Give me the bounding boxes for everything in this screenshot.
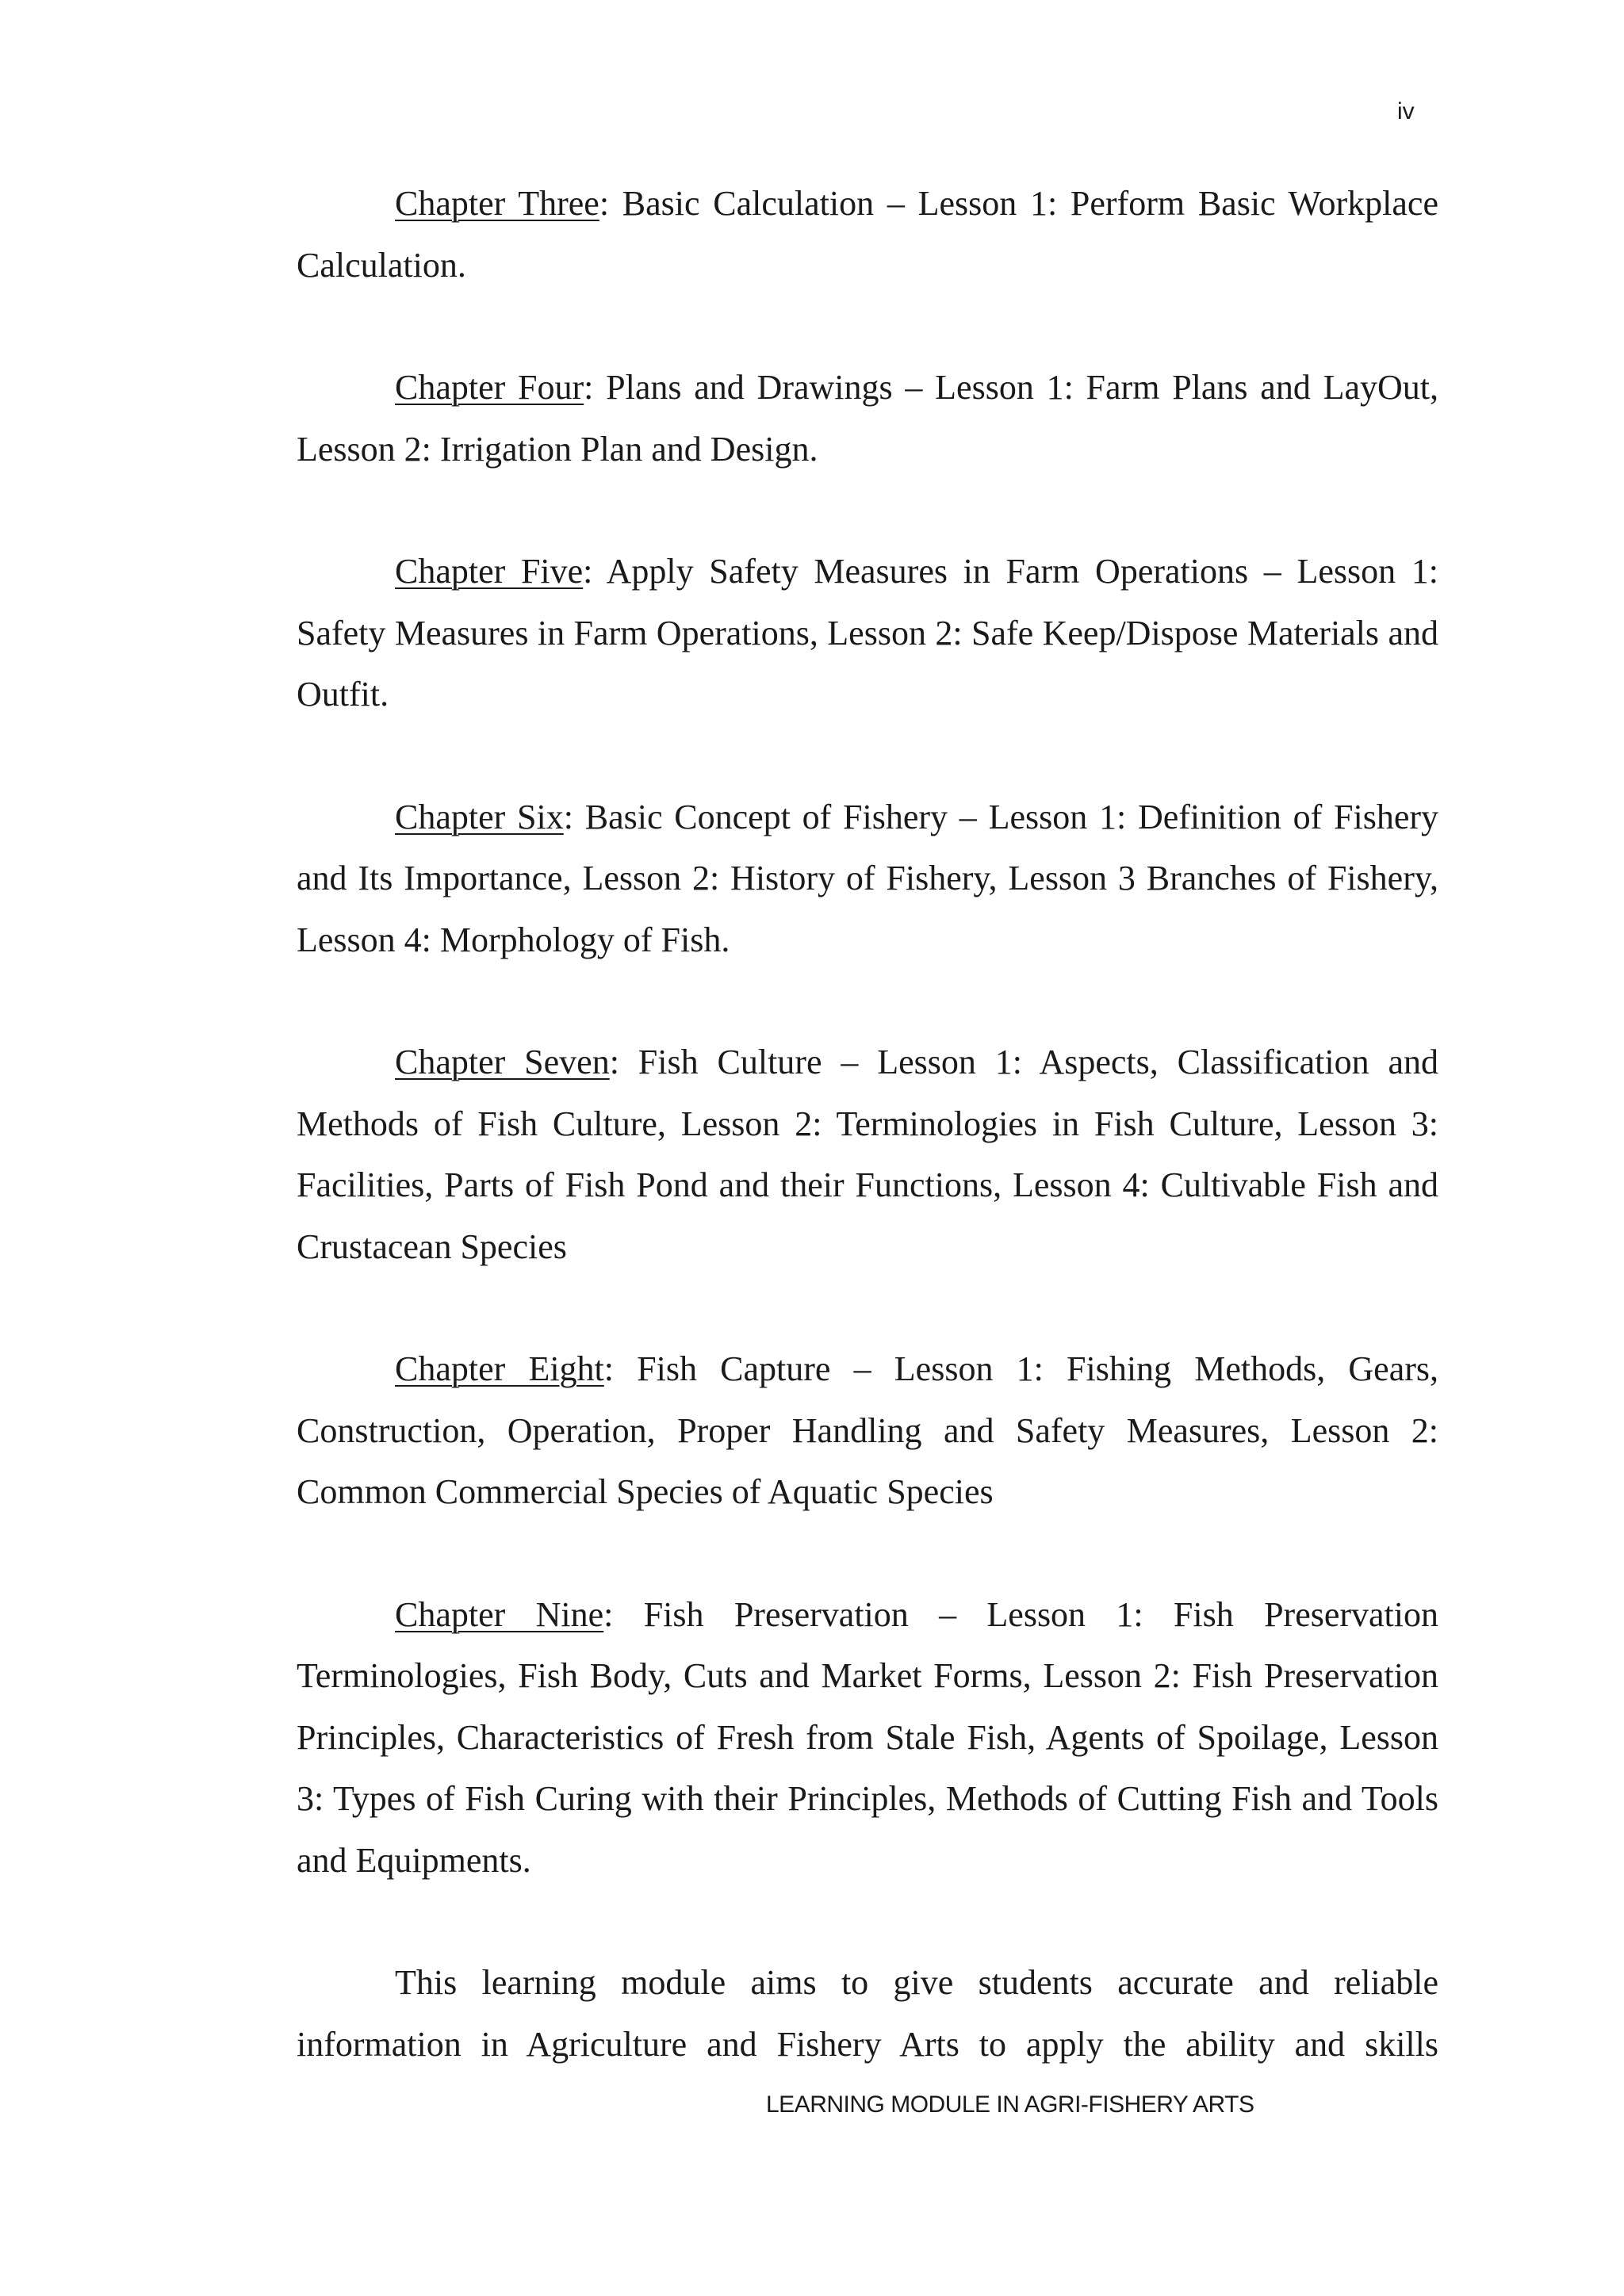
- chapter-eight-heading: Chapter Eight: [395, 1349, 604, 1388]
- running-footer: LEARNING MODULE IN AGRI-FISHERY ARTS: [766, 2091, 1254, 2118]
- page-number: iv: [1397, 98, 1415, 124]
- chapter-nine-text: : Fish Preservation – Lesson 1: Fish Preservation Terminologies, Fish Body, Cuts and Market Forms, Lesson 2: Fish Preservation Principles, Characteristics of Fresh from Stale Fish, Agents of Spoilage, Lesson 3: Types of Fish Curing with their Principles, Methods of Cutting Fish and Tools and Equipments.: [297, 1594, 1439, 1880]
- chapter-seven-heading: Chapter Seven: [395, 1043, 610, 1081]
- chapter-four-heading: Chapter Four: [395, 368, 584, 407]
- chapter-five-paragraph: [297, 541, 1438, 725]
- chapter-three-paragraph: [297, 173, 1438, 296]
- closing-paragraph: [297, 1952, 1438, 2075]
- body-text: [297, 173, 1438, 2075]
- chapter-nine-heading: Chapter Nine: [395, 1594, 604, 1634]
- chapter-six-text: : Basic Concept of Fishery – Lesson 1: Definition of Fishery and Its Importance, Lesson 2: History of Fishery, Lesson 3 Branches of Fishery, Lesson 4: Morphology of Fish.: [297, 797, 1438, 959]
- chapter-six-paragraph: [297, 786, 1438, 971]
- chapter-three-text: : Basic Calculation – Lesson 1: Perform Basic Workplace Calculation.: [297, 184, 1438, 285]
- chapter-five-heading: Chapter Five: [395, 552, 584, 591]
- chapter-five-text: : Apply Safety Measures in Farm Operations – Lesson 1: Safety Measures in Farm Operations, Lesson 2: Safe Keep/Dispose Materials and Outfit.: [297, 552, 1438, 714]
- chapter-seven-text: : Fish Culture – Lesson 1: Aspects, Classification and Methods of Fish Culture, Lesson 2: Terminologies in Fish Culture, Lesson 3: Facilities, Parts of Fish Pond and their Functions, Lesson 4: Cultivable Fish and Crustacean Species: [297, 1043, 1439, 1266]
- chapter-nine-paragraph: [297, 1584, 1438, 1892]
- chapter-three-heading: Chapter Three: [395, 184, 599, 223]
- chapter-four-paragraph: [297, 357, 1438, 480]
- closing-paragraph-text: This learning module aims to give students accurate and reliable information in Agriculture and Fishery Arts to apply the ability and skills: [297, 1963, 1438, 2064]
- chapter-eight-paragraph: [297, 1338, 1438, 1523]
- chapter-four-text: : Plans and Drawings – Lesson 1: Farm Plans and LayOut, Lesson 2: Irrigation Plan and Design.: [297, 368, 1439, 469]
- chapter-seven-paragraph: [297, 1031, 1438, 1277]
- chapter-six-heading: Chapter Six: [395, 797, 564, 836]
- chapter-eight-text: : Fish Capture – Lesson 1: Fishing Methods, Gears, Construction, Operation, Proper Handling and Safety Measures, Lesson 2: Common Commercial Species of Aquatic Species: [297, 1349, 1438, 1511]
